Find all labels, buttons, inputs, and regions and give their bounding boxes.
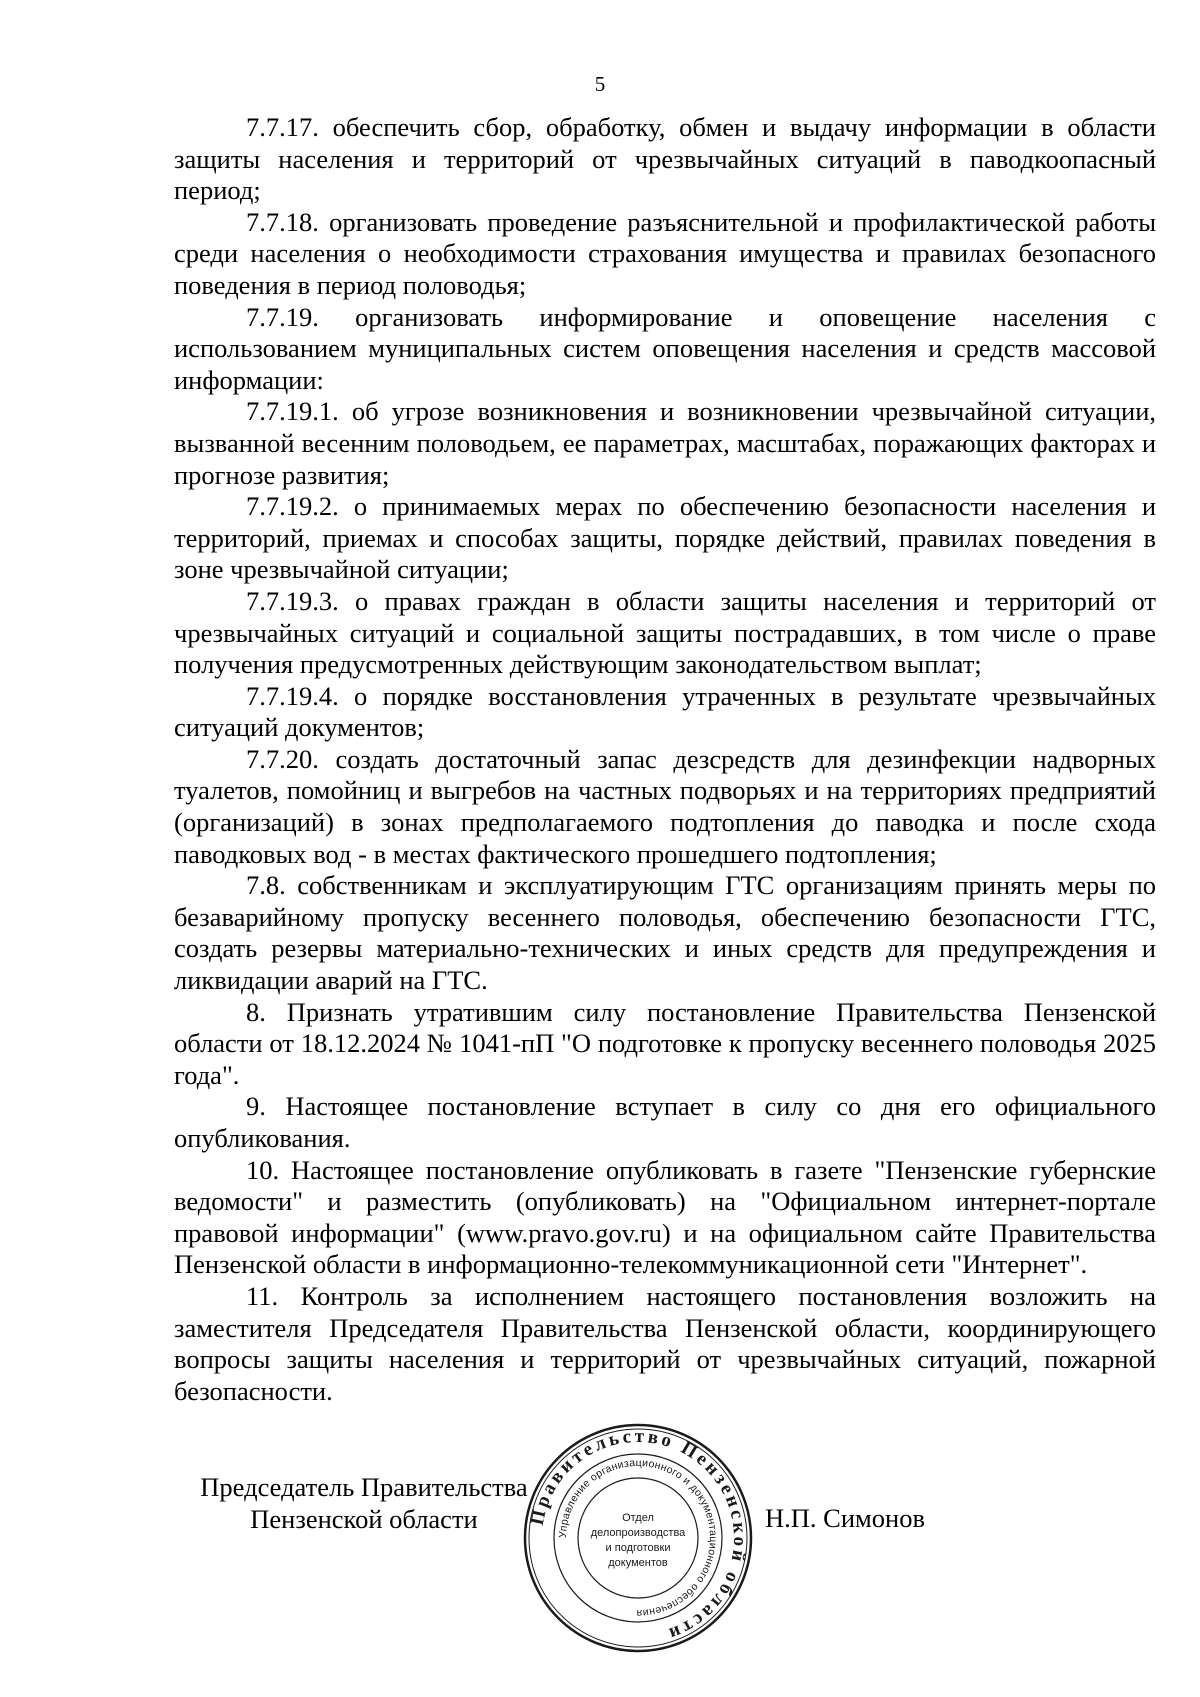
signatory-name: Н.П. Симонов [765, 1503, 925, 1533]
official-seal [520, 1420, 756, 1656]
seal-center-line: делопроизводства [590, 1527, 686, 1539]
seal-middle-text: Управление организационного и документационного обеспечения [556, 1456, 720, 1620]
seal-graphic [520, 1420, 756, 1656]
paragraph: 7.7.19.2. о принимаемых мерах по обеспечению безопасности населения и территорий, приемах и способах защиты, порядке действий, правилах поведения в зоне чрезвычайной ситуации; [174, 491, 1157, 585]
seal-outer-text: Правительство Пензенской области [526, 1425, 751, 1646]
paragraph: 7.7.18. организовать проведение разъяснительной и профилактической работы среди населения о необходимости страхования имущества и правилах безопасного поведения в период половодья; [174, 206, 1156, 300]
paragraph: 7.7.19.3. о правах граждан в области защиты населения и территорий от чрезвычайных ситуаций и социальной защиты пострадавших, в том числе о праве получения предусмотренных действующим законодательством выплат; [174, 585, 1156, 680]
seal-center-line: Отдел [622, 1512, 654, 1524]
paragraph: 7.7.19.4. о порядке восстановления утраченных в результате чрезвычайных ситуаций документов; [174, 680, 1156, 743]
seal-center-line: документов [608, 1557, 668, 1569]
paragraph: 7.7.19. организовать информирование и оповещение населения с использованием муниципальных систем оповещения населения и средств массовой информации: [174, 301, 1156, 395]
paragraph: 7.8. собственникам и эксплуатирующим ГТС организациям принять меры по безаварийному пропуску весеннего половодья, обеспечению безопасности ГТС, создать резервы материально-технических и иных средств для предупреждения и ликвидации аварий на ГТС. [174, 870, 1156, 996]
paragraph: 11. Контроль за исполнением настоящего постановления возложить на заместителя Председателя Правительства Пензенской области, координирующего вопросы защиты населения и территорий от чрезвычайных ситуаций, пожарной безопасности. [174, 1280, 1156, 1406]
paragraph: 8. Признать утратившим силу постановление Правительства Пензенской области от 18.12.2024 № 1041-пП "О подготовке к пропуску весеннего половодья 2025 года". [174, 996, 1156, 1090]
paragraph: 7.7.17. обеспечить сбор, обработку, обмен и выдачу информации в области защиты населения и территорий от чрезвычайных ситуаций в паводкоопасный период; [174, 112, 1156, 206]
page-number: 5 [594, 72, 606, 96]
paragraph: 7.7.20. создать достаточный запас дезсредств для дезинфекции надворных туалетов, помойниц и выгребов на частных подворьях и на территориях предприятий (организаций) в зонах предполагаемого подтопления до паводка и после схода паводковых вод - в местах фактического прошедшего подтопления; [174, 743, 1156, 869]
paragraph: 7.7.19.1. об угрозе возникновения и возникновении чрезвычайной ситуации, вызванной весенним половодьем, ее параметрах, масштабах, поражающих факторах и прогнозе развития; [174, 396, 1156, 490]
document-body [174, 112, 1156, 1407]
paragraph: 9. Настоящее постановление вступает в силу со дня его официального опубликования. [174, 1091, 1156, 1153]
seal-center-line: и подготовки [605, 1542, 671, 1554]
signatory-title: Председатель Правительства Пензенской области [200, 1472, 528, 1534]
paragraph: 10. Настоящее постановление опубликовать в газете "Пензенские губернские ведомости" и разместить (опубликовать) на "Официальном интернет-портале правовой информации" (www.pravo.gov.ru) и на официальном сайте Правительства Пензенской области в информационно-телекоммуникационной сети "Интернет". [174, 1154, 1157, 1280]
